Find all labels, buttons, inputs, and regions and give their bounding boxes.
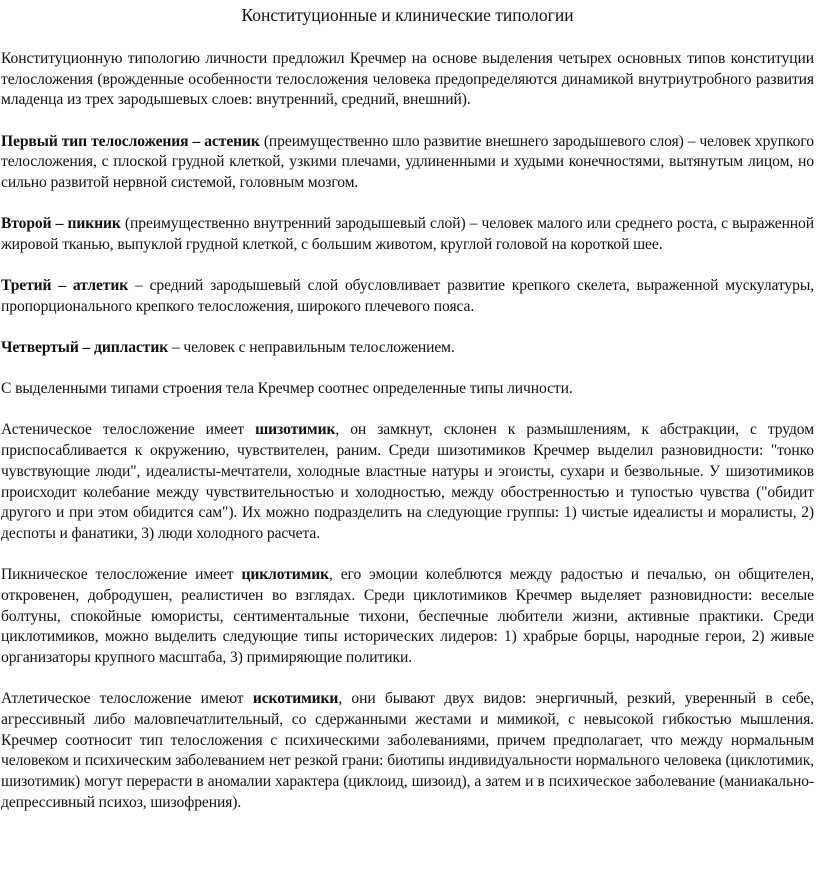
cyclothymic-before: Пикническое телосложение имеет [1, 566, 242, 584]
intro-paragraph: Конституционную типологию личности предложил Кречмер на основе выделения четырех основных типов конституции телосложения (врожденные особенности телосложения человека предопределяются динамикой внутриутробного развития младенца из трех зародышевых слоев: внутренний, средний, внешний). [1, 50, 814, 109]
schizothymic-paragraph [1, 420, 814, 544]
cyclothymic-paragraph [1, 565, 814, 669]
type-athletic-term: Третий – атлетик [1, 277, 129, 295]
cyclothymic-after: , его эмоции колеблются между радостью и печалью, он общителен, откровенен, добродушен, реалистичен во взглядах. Среди циклотимиков Кречмер выделяет разновидности: веселые болтуны, спокойные юмористы, сентиментальные тихони, беспечные любители жизни, активные практики. Среди циклотимиков, можно выделить следующие типы исторических лидеров: 1) храбрые борцы, народные герои, 2) живые организаторы крупного масштаба, 3) примиряющие политики. [1, 566, 814, 666]
type-pyknic-paragraph [1, 214, 814, 255]
schizothymic-term: шизотимик [255, 421, 336, 439]
type-asthenic-term: Первый тип телосложения – астеник [1, 132, 260, 150]
type-asthenic-paragraph [1, 132, 814, 194]
type-athletic-paragraph [1, 276, 814, 317]
document-title: Конституционные и клинические типологии [241, 5, 574, 25]
type-athletic-text: – средний зародышевый слой обусловливает развитие крепкого скелета, выраженной мускулатуры, пропорционального крепкого телосложения, широкого плечевого пояса. [1, 277, 815, 315]
type-dysplastic-paragraph [1, 338, 814, 359]
type-pyknic-term: Второй – пикник [1, 215, 121, 233]
type-dysplastic-text: – человек с неправильным телосложением. [168, 339, 455, 357]
schizothymic-after: , он замкнут, склонен к размышлениям, к абстракции, с трудом приспосабливается к окружению, чувствителен, раним. Среди шизотимиков Кречмер выделил разновидности: "тонко чувствующие люди", идеалисты-мечтатели, холодные властные натуры и эгоисты, сухари и безвольные. У шизотимиков происходит колебание между чувствительностью и холодностью, между обостренностью и тупостью чувства ("обидит другого и при этом обидится сам"). Их можно подразделить на следующие группы: 1) чистые идеалисты и моралисты, 2) деспоты и фанатики, 3) люди холодного расчета. [1, 421, 814, 542]
link-paragraph: С выделенными типами строения тела Кречмер соотнес определенные типы личности. [1, 380, 573, 398]
ixothymic-term: искотимики [252, 690, 339, 708]
schizothymic-before: Астеническое телосложение имеет [1, 421, 256, 439]
ixothymic-paragraph [1, 689, 814, 813]
ixothymic-before: Атлетическое телосложение имеют [1, 690, 253, 708]
ixothymic-after: , они бывают двух видов: энергичный, резкий, уверенный в себе, агрессивный либо маловпечатлительный, со сдержанными жестами и мимикой, с невысокой гибкостью мышления. Кречмер соотносит тип телосложения с психическими заболеваниями, причем предполагает, что между нормальным человеком и психическим заболеванием нет резкой грани: биотипы индивидуальности нормального человека (циклотимик, шизотимик) могут перерасти в аномалии характера (циклоид, шизоид), а затем и в психическое заболевание (маниакально-депрессивный психоз, шизофрения). [1, 690, 814, 811]
type-pyknic-text: (преимущественно внутренний зародышевый слой) – человек малого или среднего роста, с выраженной жировой тканью, выпуклой грудной клеткой, с большим животом, круглой головой на короткой шее. [1, 215, 814, 253]
type-dysplastic-term: Четвертый – дипластик [1, 339, 169, 357]
cyclothymic-term: циклотимик [241, 566, 329, 584]
type-asthenic-text: (преимущественно шло развитие внешнего зародышевого слоя) – человек хрупкого телосложения, с плоской грудной клеткой, узкими плечами, удлиненными и худыми конечностями, вытянутым лицом, но сильно развитой нервной системой, головным мозгом. [1, 132, 814, 192]
